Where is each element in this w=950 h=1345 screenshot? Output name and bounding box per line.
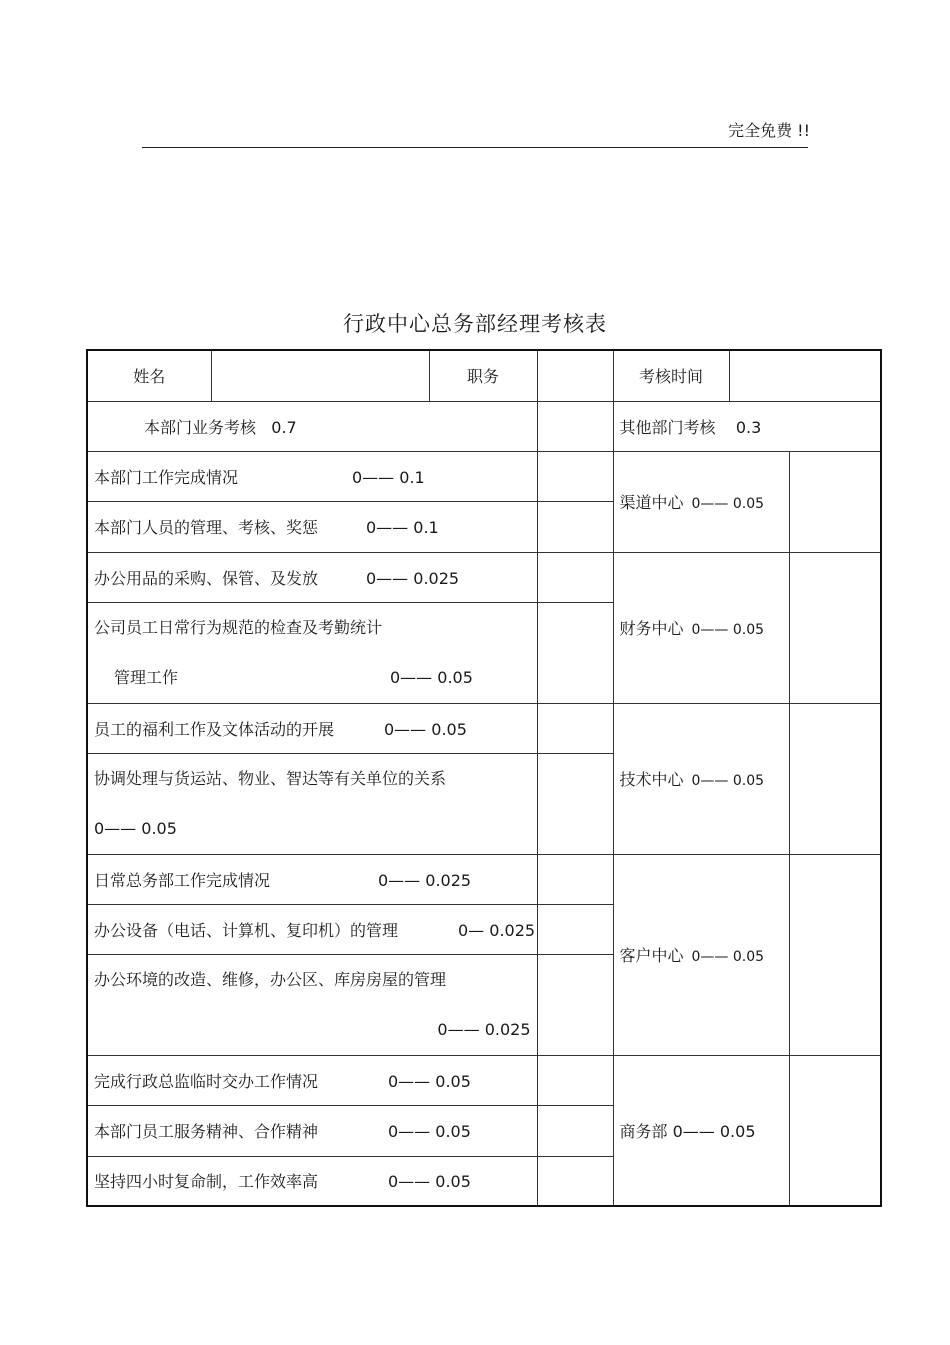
item-cell: [87, 501, 537, 552]
item-score: 0— 0.025: [458, 920, 536, 940]
item-cell: [87, 854, 537, 904]
item-cell: [87, 451, 537, 501]
item-score-field[interactable]: [537, 753, 613, 854]
section-row: [87, 401, 881, 451]
dept-label: 渠道中心: [619, 493, 684, 512]
name-field[interactable]: [211, 350, 429, 401]
own-section-weight: 0.7: [271, 417, 297, 437]
item-label: 本部门员工服务精神、合作精神: [94, 1122, 319, 1141]
item-score: 0—— 0.05: [388, 1172, 471, 1192]
item-cell: [87, 602, 537, 703]
item-score-field[interactable]: [537, 954, 613, 1055]
item-cell: [87, 904, 537, 954]
dept-label: 客户中心: [619, 946, 684, 965]
dept-cell: [613, 1055, 789, 1206]
item-score: 0—— 0.025: [437, 1019, 531, 1039]
item-cell: [87, 1055, 537, 1105]
dept-label: 商务部: [619, 1121, 668, 1141]
item-score: 0—— 0.05: [384, 719, 467, 739]
dept-label: 技术中心: [619, 770, 684, 789]
item-label: 协调处理与货运站、物业、智达等有关单位的关系: [94, 768, 447, 788]
item-score-field[interactable]: [537, 602, 613, 703]
name-label: 姓名: [87, 350, 211, 401]
dept-score-field[interactable]: [789, 451, 881, 552]
item-score-field[interactable]: [537, 451, 613, 501]
position-label: 职务: [429, 350, 537, 401]
own-section-header: [87, 401, 537, 451]
dept-score: 0—— 0.05: [672, 1121, 756, 1141]
dept-score: 0—— 0.05: [691, 773, 765, 789]
item-score: 0—— 0.1: [352, 467, 425, 487]
item-score-field[interactable]: [537, 703, 613, 753]
other-section-header: [613, 401, 881, 451]
item-label: 本部门人员的管理、考核、奖惩: [94, 518, 319, 537]
page-title: 行政中心总务部经理考核表: [343, 312, 607, 336]
item-score: 0—— 0.1: [366, 518, 439, 537]
dept-cell: [613, 854, 789, 1055]
item-cell: [87, 753, 537, 854]
item-label: 本部门工作完成情况: [94, 467, 239, 487]
table-row: [87, 552, 881, 602]
item-label: 办公环境的改造、维修，办公区、库房房屋的管理: [94, 969, 447, 989]
dept-cell: [613, 703, 789, 854]
item-score: 0—— 0.05: [94, 818, 177, 838]
info-row: [87, 350, 881, 401]
item-score-field[interactable]: [537, 552, 613, 602]
other-section-weight: 0.3: [735, 417, 762, 437]
item-label: 员工的福利工作及文体活动的开展: [94, 719, 335, 739]
dept-cell: [613, 451, 789, 552]
item-cell: [87, 1156, 537, 1206]
time-label: 考核时间: [613, 350, 729, 401]
header-rule: [142, 147, 808, 148]
item-score: 0—— 0.025: [366, 568, 460, 588]
dept-label: 财务中心: [619, 619, 684, 638]
item-cell: [87, 703, 537, 753]
item-score-field[interactable]: [537, 1055, 613, 1105]
item-label: 日常总务部工作完成情况: [94, 870, 271, 890]
table-row: [87, 703, 881, 753]
item-label: 公司员工日常行为规范的检查及考勤统计: [94, 617, 383, 637]
item-score-field[interactable]: [537, 1105, 613, 1156]
dept-score: 0—— 0.05: [691, 622, 765, 638]
item-label: 坚持四小时复命制，工作效率高: [94, 1172, 319, 1192]
item-label-line2: 管理工作: [114, 667, 179, 687]
table-row: [87, 451, 881, 501]
time-field[interactable]: [729, 350, 881, 401]
item-score: 0—— 0.05: [390, 667, 473, 687]
item-cell: [87, 1105, 537, 1156]
dept-score-field[interactable]: [789, 854, 881, 1055]
own-section-label: 本部门业务考核: [144, 417, 257, 437]
dept-score-field[interactable]: [789, 552, 881, 703]
dept-cell: [613, 552, 789, 703]
assessment-table: [86, 349, 882, 1207]
dept-score-field[interactable]: [789, 1055, 881, 1206]
own-section-score-cell[interactable]: [537, 401, 613, 451]
dept-score: 0—— 0.05: [691, 949, 765, 965]
position-field[interactable]: [537, 350, 613, 401]
item-score-field[interactable]: [537, 501, 613, 552]
table-row: [87, 854, 881, 904]
item-score: 0—— 0.05: [388, 1122, 471, 1141]
item-cell: [87, 954, 537, 1055]
item-score-field[interactable]: [537, 854, 613, 904]
dept-score-field[interactable]: [789, 703, 881, 854]
table-row: [87, 1055, 881, 1105]
item-cell: [87, 552, 537, 602]
item-label: 完成行政总监临时交办工作情况: [94, 1071, 319, 1091]
item-score-field[interactable]: [537, 1156, 613, 1206]
item-label: 办公用品的采购、保管、及发放: [94, 568, 319, 588]
item-score: 0—— 0.05: [388, 1071, 471, 1091]
dept-score: 0—— 0.05: [691, 496, 765, 512]
item-score: 0—— 0.025: [378, 870, 472, 890]
other-section-label: 其他部门考核: [619, 417, 716, 437]
item-label: 办公设备（电话、计算机、复印机）的管理: [94, 920, 399, 940]
item-score-field[interactable]: [537, 904, 613, 954]
header-note: 完全免费 !!: [728, 121, 810, 140]
